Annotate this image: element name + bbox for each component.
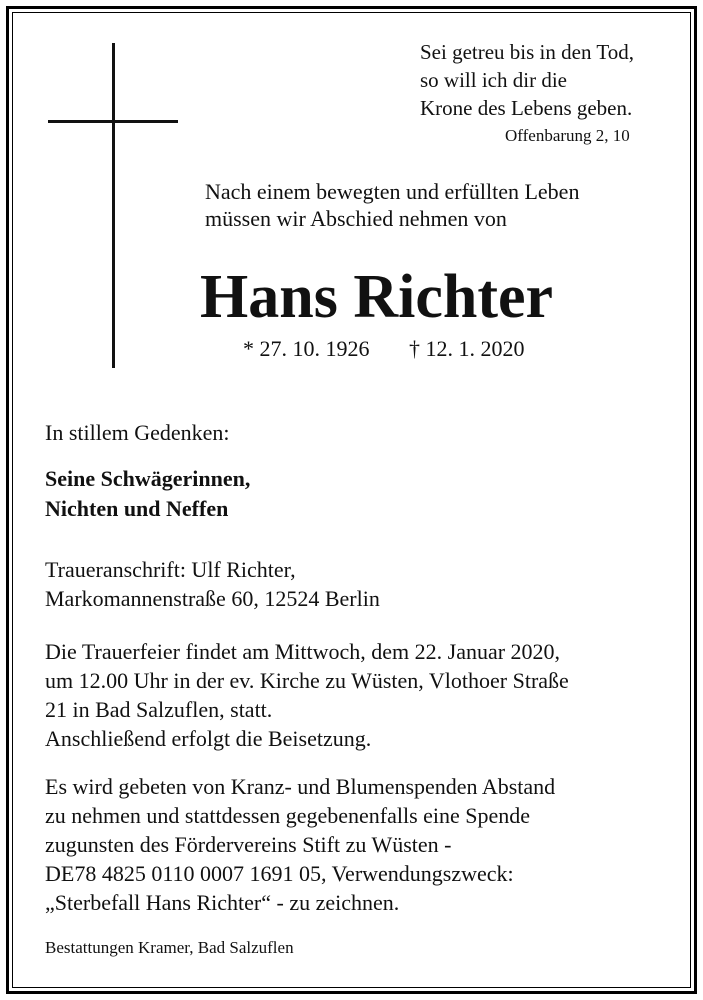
- address-line: Traueranschrift: Ulf Richter,: [45, 557, 296, 582]
- verse-line: Sei getreu bis in den Tod,: [420, 40, 634, 64]
- donation-line: zu nehmen und stattdessen gegebenenfalls eine Spende: [45, 803, 531, 828]
- birth-date: * 27. 10. 1926: [243, 336, 370, 361]
- service-line: 21 in Bad Salzuflen, statt.: [45, 697, 273, 722]
- donation-line: „Sterbefall Hans Richter“ - zu zeichnen.: [45, 890, 400, 915]
- funeral-service-info: [45, 637, 675, 753]
- cross-horizontal-bar: [48, 120, 178, 123]
- memorial-phrase: In stillem Gedenken:: [45, 420, 230, 445]
- service-line: Anschließend erfolgt die Beisetzung.: [45, 726, 372, 751]
- life-dates: [243, 336, 525, 362]
- mourning-address: [45, 555, 675, 613]
- bible-verse: [420, 38, 680, 122]
- service-line: um 12.00 Uhr in der ev. Kirche zu Wüsten, Vlothoer Straße: [45, 668, 569, 693]
- address-line: Markomannenstraße 60, 12524 Berlin: [45, 586, 380, 611]
- intro-line: Nach einem bewegten und erfüllten Leben: [205, 179, 580, 204]
- donation-line: Es wird gebeten von Kranz- und Blumenspenden Abstand: [45, 774, 556, 799]
- intro-line: müssen wir Abschied nehmen von: [205, 206, 507, 231]
- deceased-name: Hans Richter: [200, 263, 554, 331]
- donation-line: DE78 4825 0110 0007 1691 05, Verwendungszweck:: [45, 861, 514, 886]
- donation-request: [45, 772, 675, 917]
- donation-line: zugunsten des Fördervereins Stift zu Wüsten -: [45, 832, 452, 857]
- death-date: † 12. 1. 2020: [409, 336, 525, 361]
- verse-reference: Offenbarung 2, 10: [505, 126, 630, 145]
- verse-line: Krone des Lebens geben.: [420, 96, 633, 120]
- intro-text: [205, 178, 579, 232]
- undertaker: Bestattungen Kramer, Bad Salzuflen: [45, 938, 294, 957]
- mourner-line: Nichten und Neffen: [45, 496, 229, 521]
- service-line: Die Trauerfeier findet am Mittwoch, dem 22. Januar 2020,: [45, 639, 561, 664]
- verse-line: so will ich dir die: [420, 68, 567, 92]
- cross-vertical-bar: [112, 43, 115, 368]
- mourner-line: Seine Schwägerinnen,: [45, 466, 251, 491]
- mourners: [45, 464, 250, 524]
